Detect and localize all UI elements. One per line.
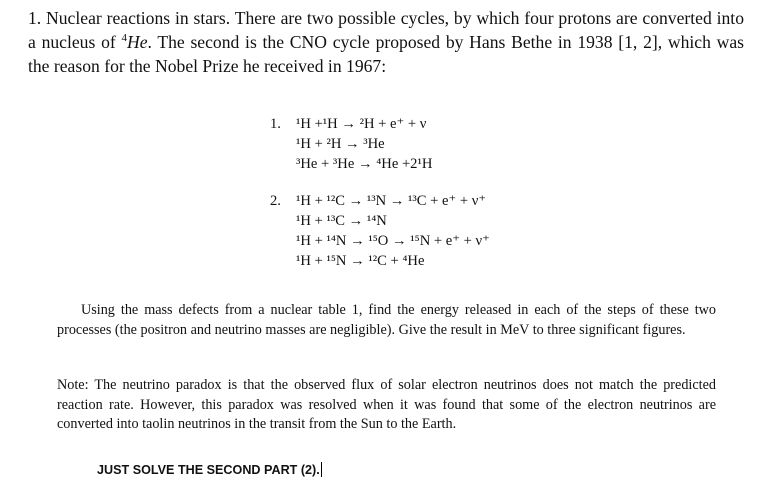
cycle-1-reaction-1: ¹H +¹H → ²H + e⁺ + ν: [296, 116, 427, 132]
reaction-cycles: [270, 114, 570, 288]
cycle-1-reaction-2: ¹H + ²H → ³He: [296, 136, 385, 152]
cycle-2-number: 2.: [270, 193, 281, 209]
problem-intro: [28, 6, 744, 78]
element-symbol: He: [126, 32, 148, 52]
cycle-1-number: 1.: [270, 116, 281, 132]
user-note-label: JUST SOLVE THE SECOND PART (2).: [97, 463, 320, 477]
cycle-2-reaction-3: ¹H + ¹⁴N → ¹⁵O → ¹⁵N + e⁺ + ν⁺: [296, 233, 490, 249]
intro-text-part2: . The second is the CNO cycle proposed by Hans Bethe in 1938 [1, 2], which was the reason for the Nobel Prize he received in 1967:: [28, 32, 745, 76]
cycle-2: [270, 191, 570, 271]
note-paragraph: Note: The neutrino paradox is that the observed flux of solar electron neutrinos does not match the predicted reaction rate. However, this paradox was resolved when it was found that some of the electron neutrinos are converted into taolin neutrinos in the transit from the Sun to the Earth.: [57, 377, 716, 432]
cycle-2-reaction-2: ¹H + ¹³C → ¹⁴N: [296, 213, 387, 229]
cycle-2-reaction-4: ¹H + ¹⁵N → ¹²C + ⁴He: [296, 253, 425, 269]
user-note-text[interactable]: [97, 462, 322, 477]
cycle-1: [270, 114, 570, 174]
mass-number: 4: [121, 32, 127, 44]
instructions-paragraph: Using the mass defects from a nuclear table 1, find the energy released in each of the steps of these two processes (the positron and neutrino masses are negligible). Give the result in MeV to three significant figures.: [57, 302, 716, 338]
cycle-1-reaction-3: ³He + ³He → ⁴He +2¹H: [296, 156, 433, 172]
text-cursor: [321, 462, 322, 477]
intro-text-part1: 1. Nuclear reactions in stars. There are two possible cycles, by which four protons are converted into a nucleus of: [28, 8, 744, 52]
cycle-2-reaction-1: ¹H + ¹²C → ¹³N → ¹³C + e⁺ + ν⁺: [296, 193, 487, 209]
